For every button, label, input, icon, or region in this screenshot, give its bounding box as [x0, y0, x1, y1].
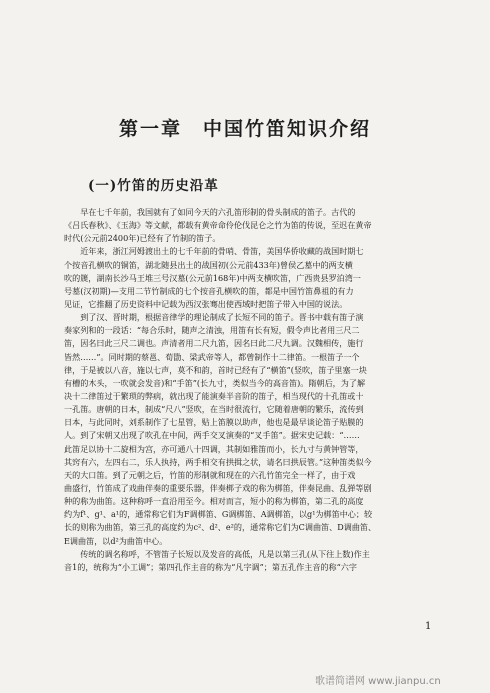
body-line: 见证，它推翻了历史资料中记载为西汉张骞出使西域时把笛子带入中国的说法。 [64, 298, 348, 309]
body-line: 律，于是被以八音，施以七声，莫不和韵，首时已经有了“横笛”(竖吹，笛子里塞一块 [64, 364, 367, 375]
body-line: 到了汉、晋时期，根据音律学的理论制成了长短不同的笛子。晋书中载有笛子演 [64, 312, 364, 323]
body-line: 传统的调名称呼，不管笛子长短以及发音的高低，凡是以第三孔(从下往上数)作主 [64, 548, 370, 559]
body-line: E调曲笛，以d²为曲笛中心。 [64, 535, 168, 546]
body-line: 近年来，浙江河姆渡出土的七千年前的骨哨、骨笛，美国华侨收藏的战国时期七 [64, 246, 364, 257]
body-line: 一孔笛。唐朝的日本，制成“尺八”竖吹，在当时很流行，它随着唐朝的繁乐，流传到 [64, 404, 364, 415]
body-line: 人。到了宋朝又出现了吹孔在中间，两手交叉演奏的“叉手笛”。据宋史记载：“…… [64, 430, 360, 441]
body-line: 此笛足以协十二旋相为宫，亦可通八十四调，其制如雅笛而小，长九寸与黄钟管等， [64, 443, 364, 454]
body-text [64, 206, 424, 574]
body-line: 早在七千年前，我国就有了如同今天的六孔笛形制的骨头制成的笛子。古代的 [64, 207, 356, 217]
body-line: 有槽的木头，一吹就会发音)和“手笛”(长九寸，类似当今的高音笛)。隋朝后，为了解 [64, 377, 366, 388]
body-line: 笛，因名曰此三尺二调也。声清者用二尺九笛，因名曰此二尺九调。汉魏相传，施行 [64, 338, 364, 349]
body-line: 日本，与此同时，刘系制作了七星管，贴上笛膜以助声，他也是最早谈论笛子贴膜的 [64, 417, 364, 428]
body-line: 约为f¹、g¹、a¹的，通常称它们为F调梆笛、G调梆笛、A调梆笛，以g¹为梆笛中心；较 [64, 509, 373, 520]
chapter-title: 第一章 中国竹笛知识介绍 [118, 118, 371, 140]
body-line: 种的称为曲笛。这种称呼一直沿用至今。相对而言，短小的称为梆笛，第二孔的高度 [64, 496, 364, 507]
body-line: 曲盛行，竹笛成了戏曲伴奏的重要乐器，伴奏梆子戏的称为梆笛，伴奏昆曲、乱弹等剧 [64, 482, 372, 493]
body-line: 时代(公元前2400年)已经有了竹制的笛子。 [64, 233, 221, 244]
body-line: 吹的篪，湖南长沙马王堆三号汉墓(公元前168年)中两支横吹笛，广西贵县罗泊湾一 [64, 272, 361, 283]
section-title: (一)竹笛的历史沿革 [88, 178, 219, 194]
body-line: 号墓(汉初期)—支用二节竹制成的七个按音孔横吹的笛，都是中国竹笛鼻祖的有力 [64, 285, 354, 296]
body-line: 奏家列和的一段话：“每合乐时，随声之清浊，用笛有长有短，假令声比者用三尺二 [64, 325, 360, 336]
body-line: 《吕氏春秋》、《玉海》等文献，都载有黄帝命伶伦伐昆仑之竹为笛的传说，至迟在黄帝 [64, 220, 372, 231]
body-line: 音1的，统称为“小工调”；第四孔作主音的称为“凡字调”；第五孔作主音的称“六字 [64, 561, 357, 572]
body-line: 其窍有六，左四右二，乐人执持，两手相交有拱揖之状，请名曰拱辰管。”这种笛类似今 [64, 456, 372, 467]
body-line: 决十二律笛过于繁琐的弊病，就出现了能演奏半音阶的笛子，相当现代的十孔笛或十 [64, 390, 364, 401]
body-line: 长的则称为曲笛，第三孔的高度约为c²、d²、e²的，通常称它们为C调曲笛、D调曲笛、 [64, 522, 377, 533]
watermark-text: 歌谱简谱网 www.jianpu.cn [315, 676, 441, 687]
page-number: 1 [425, 621, 432, 632]
body-line: 个按音孔横吹的铜笛，湖北随县出土的战国初(公元前433年)曾侯乙墓中的两支横 [64, 259, 353, 270]
body-line: 皆然……”。同时期的蔡邕、荀勖、梁武帝等人，都曾制作十二律笛。一根笛子一个 [64, 351, 360, 362]
body-line: 天的大口笛。到了元朝之后，竹笛的形制就和现在的六孔竹笛完全一样了，由于戏 [64, 469, 356, 480]
